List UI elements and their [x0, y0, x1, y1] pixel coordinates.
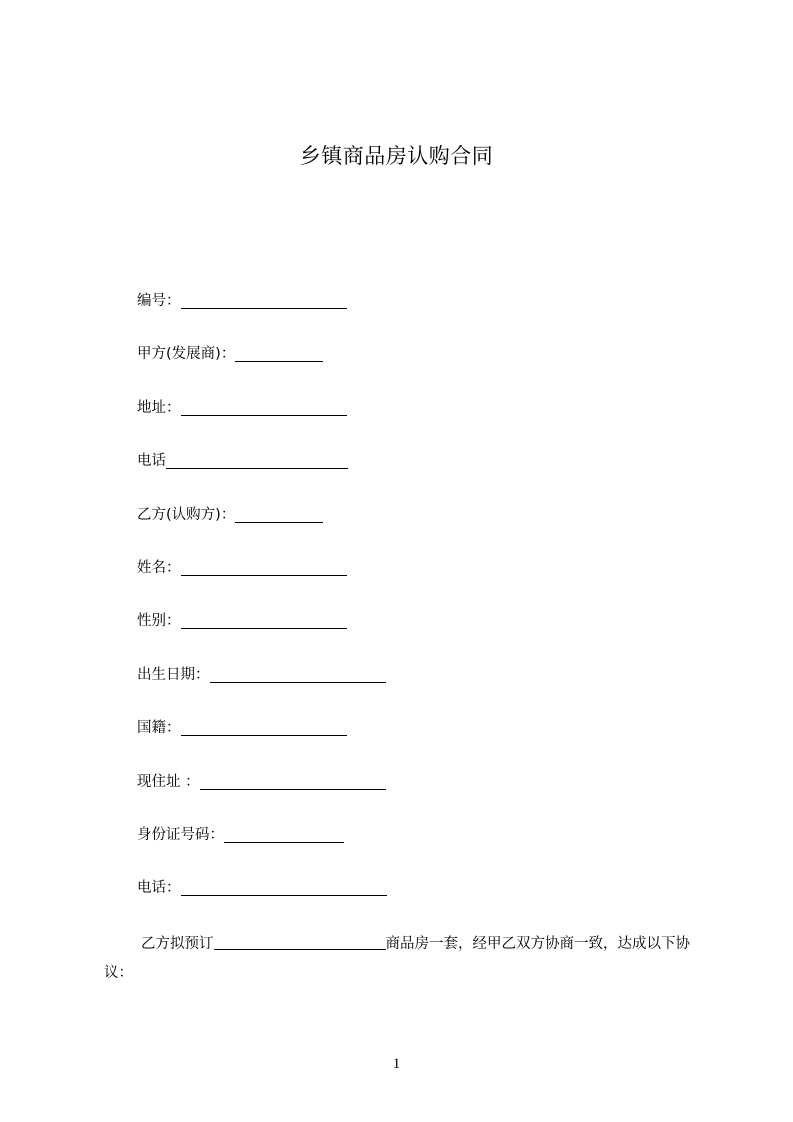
field-party-a — [137, 343, 323, 365]
id-number-blank[interactable] — [224, 826, 344, 843]
field-address — [137, 397, 347, 419]
nationality-blank[interactable] — [181, 719, 347, 736]
property-blank[interactable] — [214, 933, 386, 950]
field-label: 出生日期： — [137, 667, 210, 683]
field-label: 姓名： — [137, 560, 181, 576]
name-blank[interactable] — [181, 559, 347, 576]
page-number: 1 — [392, 1056, 401, 1072]
field-label: 乙方(认购方)： — [137, 507, 236, 523]
field-gender — [137, 610, 347, 632]
paragraph-text-start: 乙方拟预订 — [141, 936, 214, 952]
document-title: 乡镇商品房认购合同 — [299, 144, 494, 168]
field-label: 甲方(发展商)： — [137, 346, 236, 362]
gender-blank[interactable] — [181, 612, 347, 629]
agreement-paragraph — [104, 930, 714, 988]
phone-b-blank[interactable] — [181, 879, 387, 896]
field-phone-a — [137, 450, 348, 472]
birth-date-blank[interactable] — [210, 666, 386, 683]
field-label: 编号： — [137, 293, 181, 309]
field-label: 电话 — [137, 453, 166, 469]
field-current-address — [137, 771, 386, 793]
field-label: 身份证号码： — [137, 827, 224, 843]
field-id-number — [137, 824, 344, 846]
address-blank[interactable] — [181, 399, 347, 416]
phone-a-blank[interactable] — [166, 452, 348, 469]
field-label: 性别： — [137, 613, 181, 629]
field-contract-no — [137, 290, 347, 312]
field-party-b — [137, 504, 323, 526]
field-phone-b — [137, 877, 387, 899]
current-address-blank[interactable] — [200, 773, 386, 790]
field-name — [137, 557, 347, 579]
party-a-blank[interactable] — [235, 345, 323, 362]
field-birth-date — [137, 664, 386, 686]
field-label: 现住址 ： — [137, 774, 200, 790]
field-label: 电话： — [137, 880, 181, 896]
contract-no-blank[interactable] — [181, 292, 347, 309]
field-label: 国籍： — [137, 720, 181, 736]
party-b-blank[interactable] — [235, 506, 323, 523]
field-nationality — [137, 717, 347, 739]
paragraph-text-end: 商品房一套，经甲乙双方协商一致，达成以下协议： — [104, 936, 690, 981]
field-label: 地址： — [137, 400, 181, 416]
